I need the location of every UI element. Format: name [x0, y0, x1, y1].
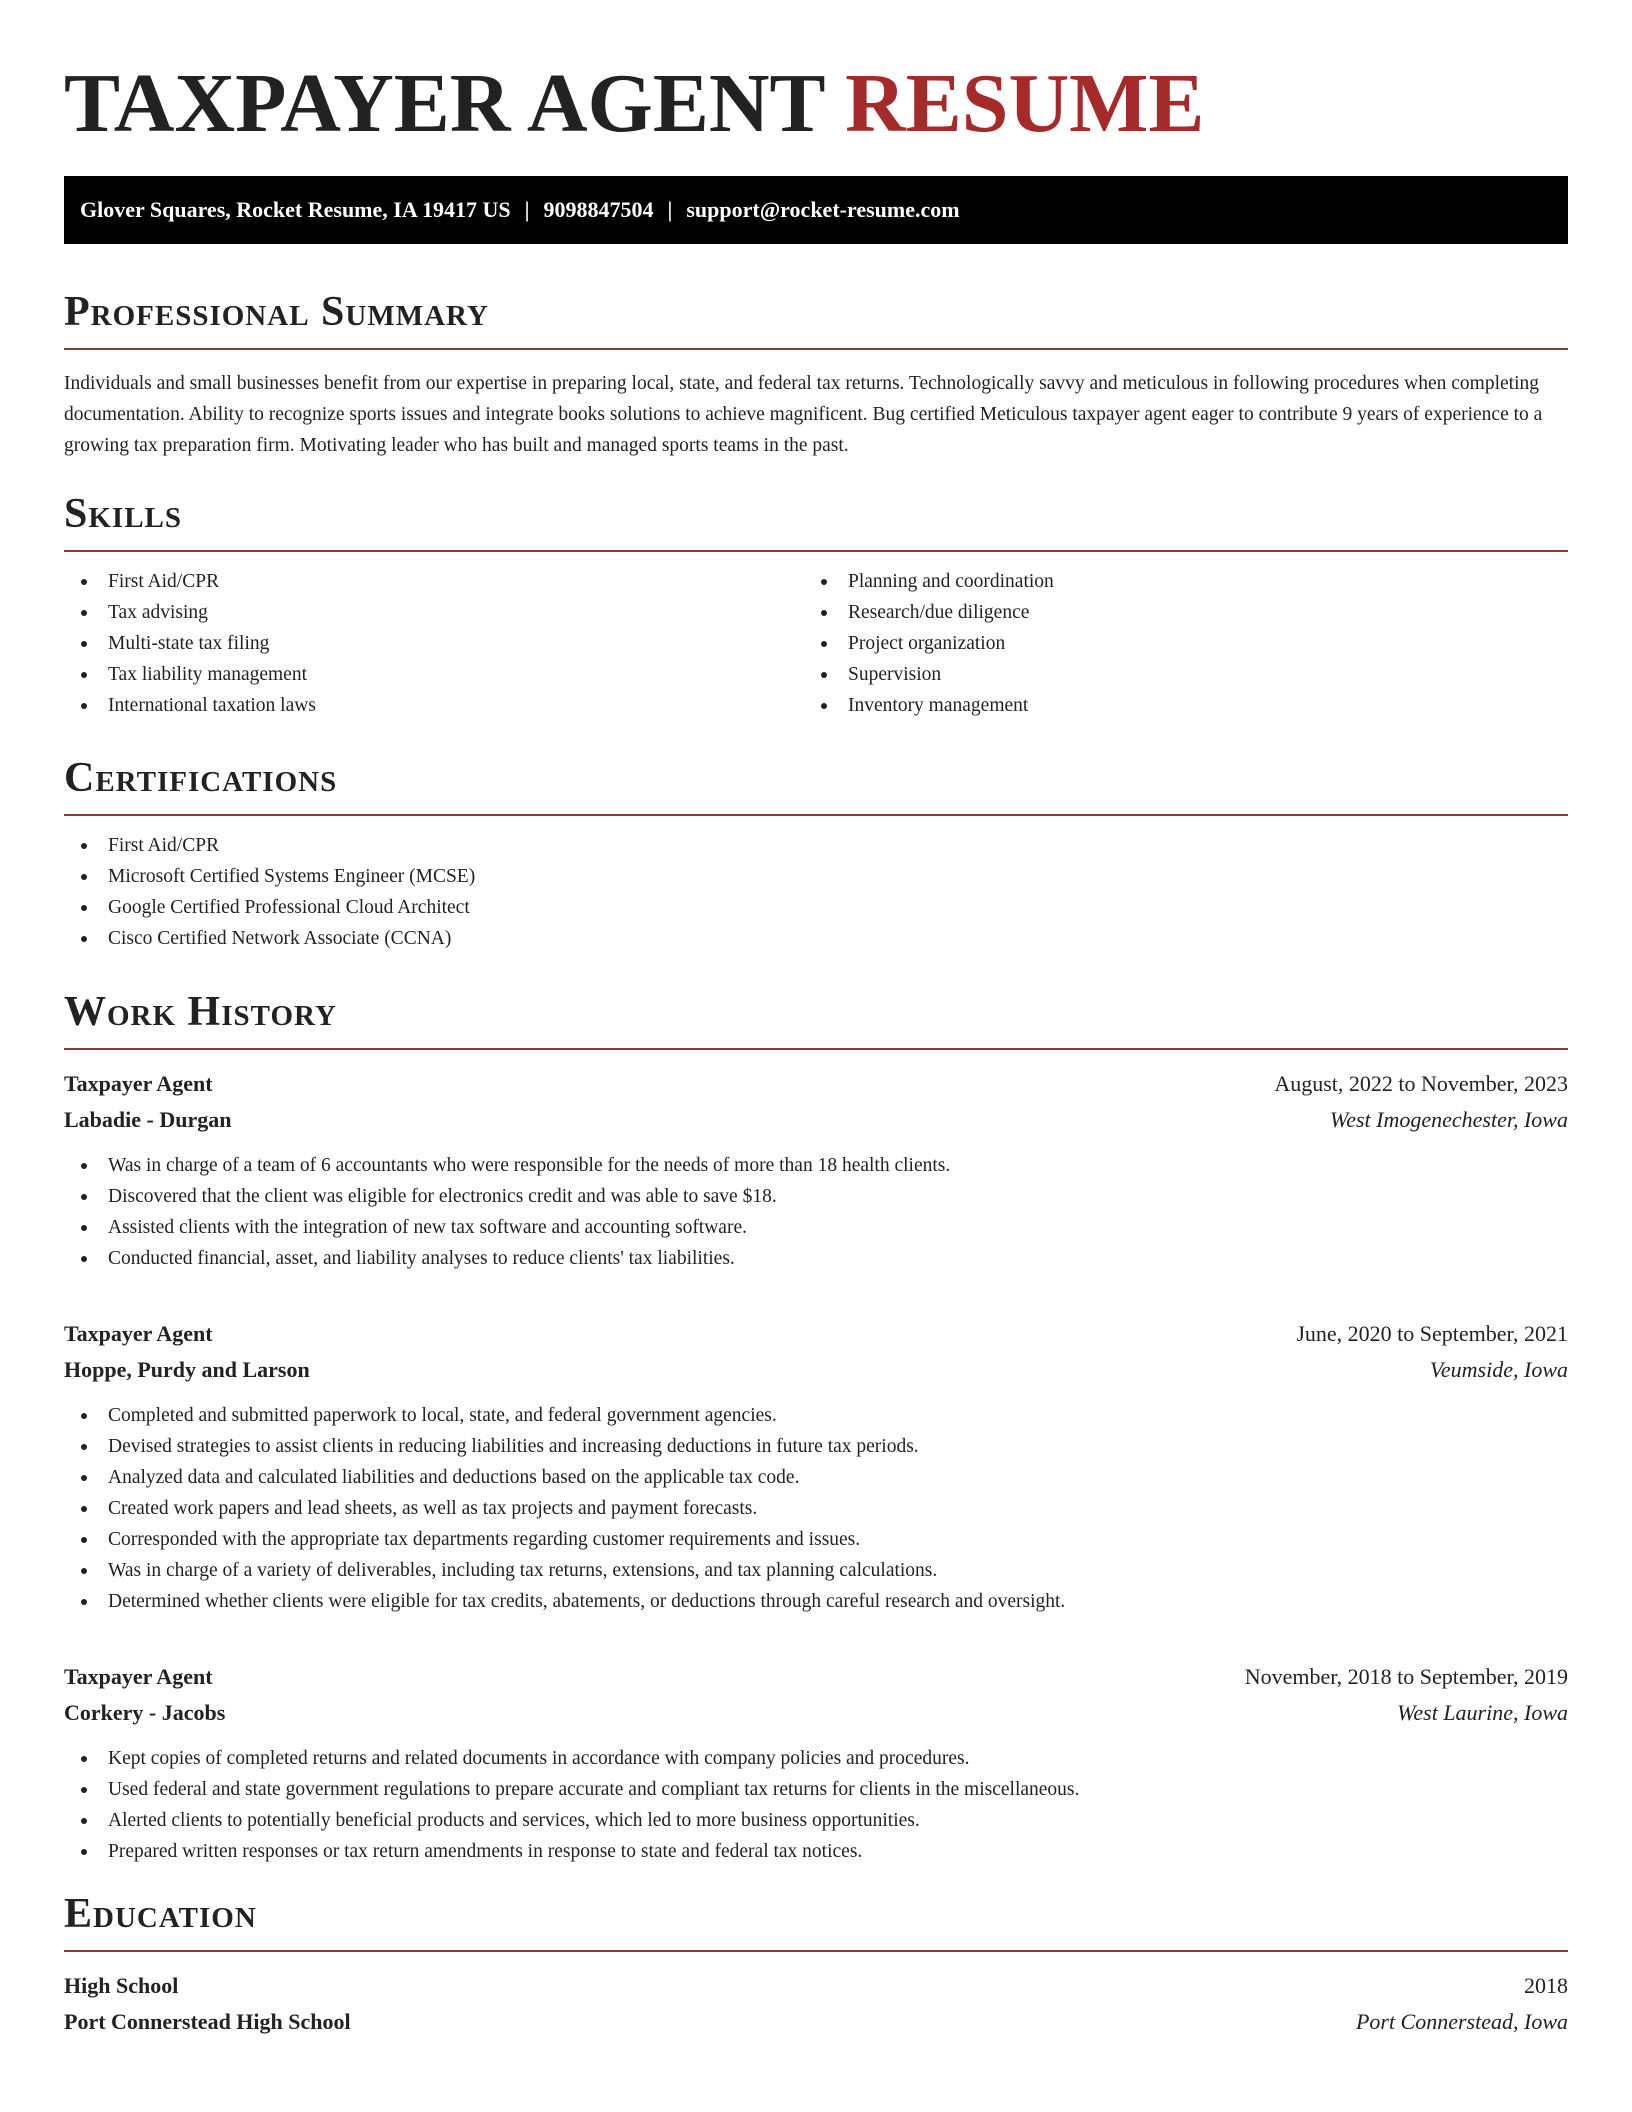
job-bullet: Alerted clients to potentially beneficial products and services, which led to more business opportunities.: [64, 1805, 1568, 1836]
summary-section: [64, 286, 1568, 461]
job-bullet: Used federal and state government regulations to prepare accurate and compliant tax returns for clients in the miscellaneous.: [64, 1774, 1568, 1805]
education-school: Port Connerstead High School: [64, 2009, 351, 2034]
job-entry: [64, 1659, 1568, 1867]
job-bullet: Kept copies of completed returns and related documents in accordance with company policies and procedures.: [64, 1743, 1568, 1774]
skill-item: Tax advising: [64, 597, 804, 628]
skills-grid: [64, 566, 1568, 721]
summary-heading: Professional Summary: [64, 289, 489, 335]
job-entry: [64, 1316, 1568, 1617]
education-degree-row: [64, 1968, 1568, 2004]
job-entry: [64, 1066, 1568, 1274]
job-dates: August, 2022 to November, 2023: [1274, 1071, 1568, 1096]
title-accent: RESUME: [845, 57, 1205, 150]
skill-item: Supervision: [804, 659, 1544, 690]
job-bullet: Conducted financial, asset, and liability analyses to reduce clients' tax liabilities.: [64, 1243, 1568, 1274]
job-title-row: [64, 1316, 1568, 1352]
job-location: West Laurine, Iowa: [1397, 1700, 1568, 1725]
section-divider: [64, 348, 1568, 350]
job-title: Taxpayer Agent: [64, 1664, 213, 1689]
certifications-list: [64, 830, 1568, 954]
job-company: Hoppe, Purdy and Larson: [64, 1357, 310, 1382]
skill-item: First Aid/CPR: [64, 566, 804, 597]
contact-address: Glover Squares, Rocket Resume, IA 19417 US: [80, 197, 511, 222]
contact-email: support@rocket-resume.com: [686, 197, 960, 222]
work-history-section: [64, 986, 1568, 1867]
certification-item: Cisco Certified Network Associate (CCNA): [64, 923, 1568, 954]
job-bullets: [64, 1743, 1568, 1867]
skill-item: Research/due diligence: [804, 597, 1544, 628]
job-bullets: [64, 1150, 1568, 1274]
job-bullet: Discovered that the client was eligible for electronics credit and was able to save $18.: [64, 1181, 1568, 1212]
education-entry: [64, 1968, 1568, 2040]
job-bullets: [64, 1400, 1568, 1617]
job-location: West Imogenechester, Iowa: [1329, 1107, 1568, 1132]
summary-text: Individuals and small businesses benefit from our expertise in preparing local, state, and federal tax returns. Technologically savvy and meticulous in following procedures when completing documentation. Ability to recognize sports issues and integrate books solutions to achieve magnificent. Bug certified Meticulous taxpayer agent eager to contribute 9 years of experience to a growing tax preparation firm. Motivating leader who has built and managed sports teams in the past.: [64, 373, 1543, 456]
job-company: Corkery - Jacobs: [64, 1700, 226, 1725]
job-bullet: Corresponded with the appropriate tax departments regarding customer requirements and issues.: [64, 1524, 1568, 1555]
education-year: 2018: [1524, 1973, 1568, 1998]
contact-bar: [64, 176, 1568, 244]
skill-item: Project organization: [804, 628, 1544, 659]
job-bullet: Assisted clients with the integration of new tax software and accounting software.: [64, 1212, 1568, 1243]
education-location: Port Connerstead, Iowa: [1355, 2009, 1568, 2034]
contact-separator: |: [524, 197, 530, 222]
section-divider: [64, 550, 1568, 552]
job-bullet: Devised strategies to assist clients in reducing liabilities and increasing deductions in future tax periods.: [64, 1431, 1568, 1462]
job-title: Taxpayer Agent: [64, 1071, 213, 1096]
education-school-row: [64, 2004, 1568, 2040]
job-company-row: [64, 1352, 1568, 1388]
job-location: Veumside, Iowa: [1429, 1357, 1568, 1382]
section-divider: [64, 1950, 1568, 1952]
job-bullet: Was in charge of a team of 6 accountants who were responsible for the needs of more than 18 health clients.: [64, 1150, 1568, 1181]
skills-heading: Skills: [64, 491, 183, 537]
certifications-heading: Certifications: [64, 755, 338, 801]
section-divider: [64, 814, 1568, 816]
skills-section: [64, 488, 1568, 721]
job-title-row: [64, 1066, 1568, 1102]
certification-item: First Aid/CPR: [64, 830, 1568, 861]
education-degree: High School: [64, 1973, 179, 1998]
job-company-row: [64, 1102, 1568, 1138]
job-bullet: Was in charge of a variety of deliverables, including tax returns, extensions, and tax planning calculations.: [64, 1555, 1568, 1586]
certifications-section: [64, 752, 1568, 954]
resume-title: [64, 0, 1568, 152]
contact-separator: |: [667, 197, 673, 222]
certification-item: Microsoft Certified Systems Engineer (MCSE): [64, 861, 1568, 892]
job-company: Labadie - Durgan: [64, 1107, 232, 1132]
job-bullet: Determined whether clients were eligible for tax credits, abatements, or deductions through careful research and oversight.: [64, 1586, 1568, 1617]
title-main: TAXPAYER AGENT: [64, 57, 825, 150]
education-section: [64, 1888, 1568, 2040]
education-heading: Education: [64, 1891, 257, 1937]
job-title-row: [64, 1659, 1568, 1695]
skill-item: International taxation laws: [64, 690, 804, 721]
job-company-row: [64, 1695, 1568, 1731]
skill-item: Multi-state tax filing: [64, 628, 804, 659]
work-history-heading: Work History: [64, 989, 337, 1035]
skills-list-right: [804, 566, 1544, 721]
skill-item: Inventory management: [804, 690, 1544, 721]
job-bullet: Prepared written responses or tax return amendments in response to state and federal tax notices.: [64, 1836, 1568, 1867]
job-dates: June, 2020 to September, 2021: [1296, 1321, 1568, 1346]
section-divider: [64, 1048, 1568, 1050]
job-bullet: Completed and submitted paperwork to local, state, and federal government agencies.: [64, 1400, 1568, 1431]
certification-item: Google Certified Professional Cloud Architect: [64, 892, 1568, 923]
skills-list-left: [64, 566, 804, 721]
resume-page: [64, 0, 1568, 2034]
job-bullet: Analyzed data and calculated liabilities and deductions based on the applicable tax code.: [64, 1462, 1568, 1493]
skill-item: Planning and coordination: [804, 566, 1544, 597]
job-dates: November, 2018 to September, 2019: [1244, 1664, 1568, 1689]
job-bullet: Created work papers and lead sheets, as well as tax projects and payment forecasts.: [64, 1493, 1568, 1524]
skill-item: Tax liability management: [64, 659, 804, 690]
contact-phone: 9098847504: [543, 197, 654, 222]
job-title: Taxpayer Agent: [64, 1321, 213, 1346]
